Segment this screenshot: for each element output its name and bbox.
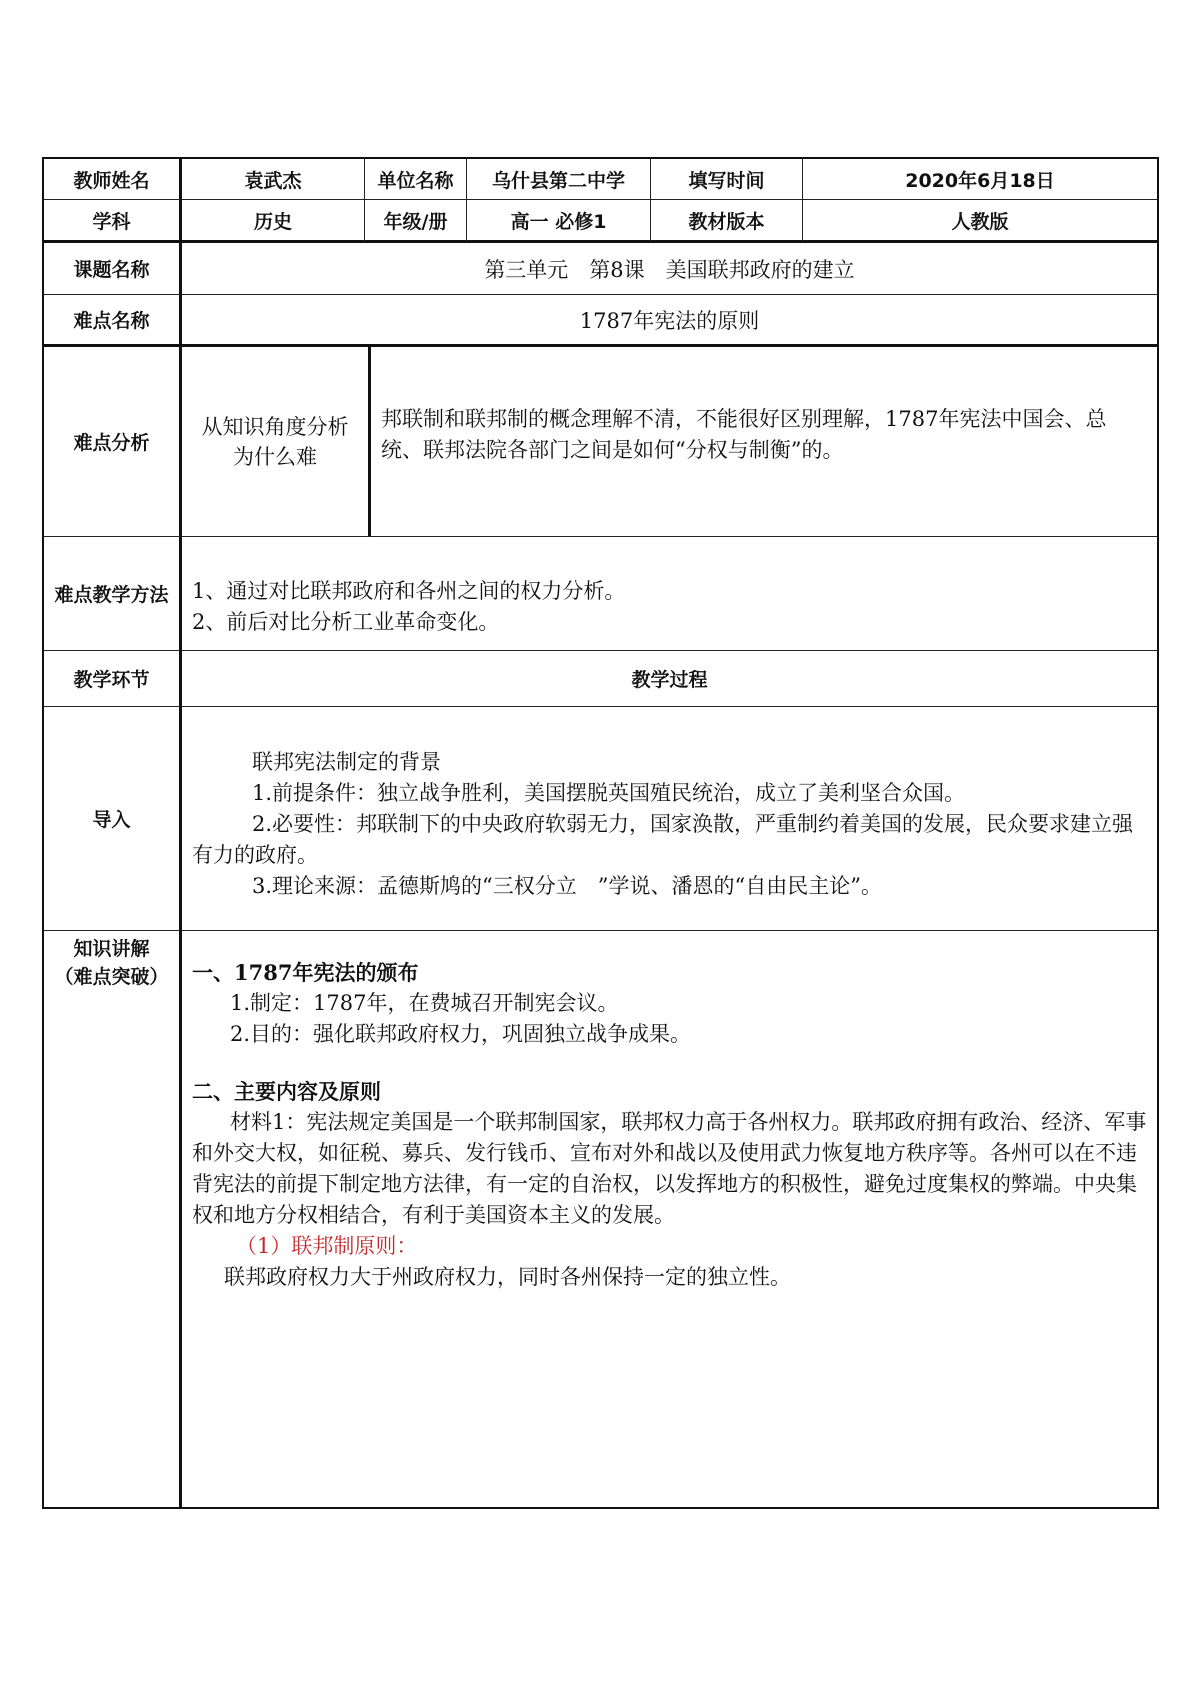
intro-label: 导入: [44, 707, 182, 931]
lesson-label: 课题名称: [44, 243, 182, 295]
material-1: 材料1：宪法规定美国是一个联邦制国家，联邦权力高于各州权力。联邦政府拥有政治、经济、军事和外交大权，如征税、募兵、发行钱币、宣布对外和战以及使用武力恢复地方秩序等。各州可以在不违背宪法的前提下制定地方法律，有一定的自治权，以发挥地方的积极性，避免过度集权的弊端。中央集权和地方分权相结合，有利于美国资本主义的发展。: [192, 1110, 1147, 1227]
lesson-title: 第三单元 第8课 美国联邦政府的建立: [182, 243, 1157, 295]
unit-value: 乌什县第二中学: [467, 159, 651, 200]
difficulty-title: 1787年宪法的原则: [182, 295, 1157, 347]
knowledge-label-line-2: （难点突破）: [54, 966, 169, 988]
time-value: 2020年6月18日: [803, 159, 1157, 200]
intro-point-1: 1.前提条件：独立战争胜利，美国摆脱英国殖民统治，成立了美利坚合众国。: [252, 781, 966, 805]
method-line-1: 1、通过对比联邦政府和各州之间的权力分析。: [192, 579, 626, 603]
intro-text: [182, 707, 1157, 931]
grade-label: 年级/册: [365, 200, 467, 243]
method-label: 难点教学方法: [44, 537, 182, 651]
knowledge-text: [182, 931, 1157, 1509]
knowledge-label: [44, 931, 182, 1509]
teacher-label: 教师姓名: [44, 159, 182, 200]
subject-label: 学科: [44, 200, 182, 243]
lesson-plan-table: [42, 157, 1159, 1509]
section-1-heading: 一、1787年宪法的颁布: [192, 960, 419, 985]
analysis-paragraph: 邦联制和联邦制的概念理解不清，不能很好区别理解，1787年宪法中国会、总统、联邦法院各部门之间是如何“分权与制衡”的。: [381, 406, 1107, 462]
grade-value: 高一 必修1: [467, 200, 651, 243]
intro-point-3: 3.理论来源：孟德斯鸠的“三权分立 ”学说、潘恩的“自由民主论”。: [252, 874, 882, 898]
principle-heading: （1）联邦制原则：: [236, 1234, 418, 1258]
textbook-label: 教材版本: [651, 200, 803, 243]
analysis-label: 难点分析: [44, 347, 182, 537]
analysis-text: [371, 347, 1157, 537]
analysis-sub-label: 从知识角度分析为什么难: [182, 347, 371, 537]
method-line-2: 2、前后对比分析工业革命变化。: [192, 610, 500, 634]
textbook-value: 人教版: [803, 200, 1157, 243]
process-header: 教学过程: [182, 651, 1157, 707]
intro-title: 联邦宪法制定的背景: [252, 750, 441, 774]
unit-label: 单位名称: [365, 159, 467, 200]
stage-header: 教学环节: [44, 651, 182, 707]
section-2-heading: 二、主要内容及原则: [192, 1079, 381, 1104]
subject-value: 历史: [182, 200, 365, 243]
intro-point-2: 2.必要性：邦联制下的中央政府软弱无力，国家涣散，严重制约着美国的发展，民众要求建立强有力的政府。: [192, 812, 1134, 867]
method-text: [182, 537, 1157, 651]
difficulty-label: 难点名称: [44, 295, 182, 347]
principle-text: 联邦政府权力大于州政府权力，同时各州保持一定的独立性。: [224, 1265, 791, 1289]
time-label: 填写时间: [651, 159, 803, 200]
section-1-point-1: 1.制定：1787年，在费城召开制宪会议。: [230, 991, 619, 1015]
teacher-value: 袁武杰: [182, 159, 365, 200]
knowledge-label-line-1: 知识讲解: [73, 938, 150, 960]
section-1-point-2: 2.目的：强化联邦政府权力，巩固独立战争成果。: [230, 1022, 692, 1046]
